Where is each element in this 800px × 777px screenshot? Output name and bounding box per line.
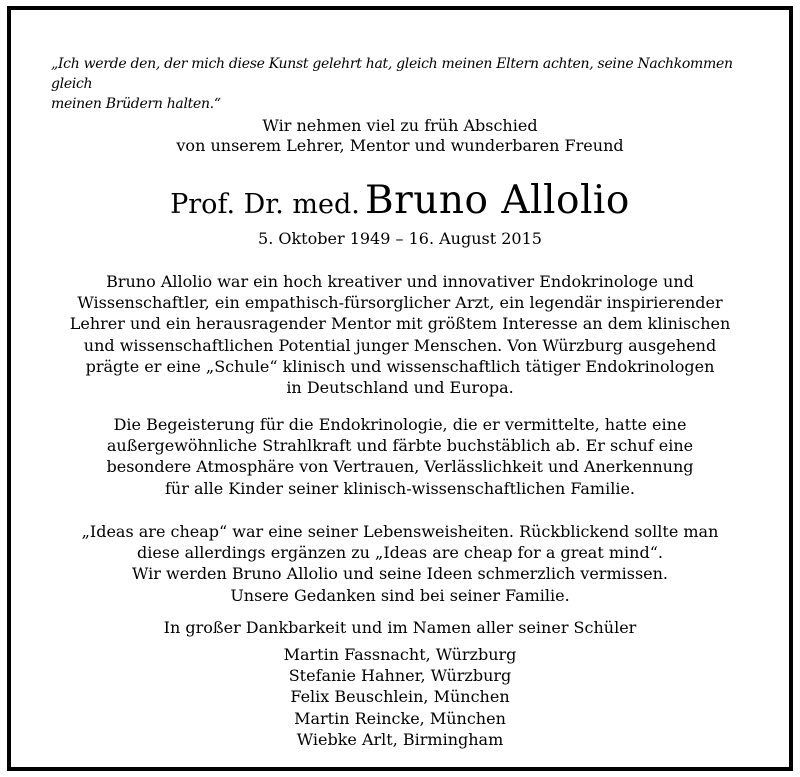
- paragraph-line: „Ideas are cheap“ war eine seiner Lebensweisheiten. Rückblickend sollte man: [81, 522, 719, 541]
- paragraph-line: Lehrer und ein herausragender Mentor mit größtem Interesse an dem klinischen: [69, 314, 731, 334]
- tribute-paragraph: [11, 521, 789, 606]
- signatory: Felix Beuschlein, München: [290, 687, 510, 707]
- life-dates: 5. Oktober 1949 – 16. August 2015: [258, 229, 542, 248]
- farewell-line: von unserem Lehrer, Mentor und wunderbaren Freund: [176, 136, 624, 155]
- farewell-text: [11, 116, 789, 156]
- motto-line: meinen Brüdern halten.“: [51, 96, 221, 112]
- paragraph-line: diese allerdings ergänzen zu „Ideas are cheap for a great mind“.: [137, 543, 663, 563]
- tribute-paragraph: [11, 414, 789, 499]
- deceased-heading: [11, 178, 789, 223]
- motto-line: „Ich werde den, der mich diese Kunst gelehrt hat, gleich meinen Eltern achten, seine Nachkommen gleich: [51, 56, 733, 92]
- signatory: Martin Fassnacht, Würzburg: [283, 645, 517, 664]
- paragraph-line: besondere Atmosphäre von Vertrauen, Verlässlichkeit und Anerkennung: [106, 457, 694, 477]
- signatory: Stefanie Hahner, Würzburg: [288, 666, 512, 686]
- academic-title: Prof. Dr. med.: [170, 189, 360, 220]
- deceased-name: Bruno Allolio: [364, 178, 630, 223]
- signatory-list: [11, 644, 789, 750]
- paragraph-line: in Deutschland und Europa.: [286, 378, 514, 398]
- paragraph-line: Wissenschaftler, ein empathisch-fürsorglicher Arzt, ein legendär inspirierender: [77, 293, 723, 313]
- motto-quote: [51, 54, 771, 114]
- obituary-notice: [7, 6, 793, 771]
- tribute-paragraph: [11, 271, 789, 398]
- farewell-line: Wir nehmen viel zu früh Abschied: [262, 116, 538, 135]
- paragraph-line: und wissenschaftlichen Potential junger Menschen. Von Würzburg ausgehend: [83, 335, 717, 355]
- thanks-line: In großer Dankbarkeit und im Namen aller seiner Schüler: [163, 618, 637, 637]
- paragraph-line: für alle Kinder seiner klinisch-wissenschaftlichen Familie.: [164, 478, 635, 498]
- paragraph-line: außergewöhnliche Strahlkraft und färbte buchstäblich ab. Er schuf eine: [106, 436, 694, 456]
- signatory: Martin Reincke, München: [294, 708, 506, 728]
- paragraph-line: Die Begeisterung für die Endokrinologie, die er vermittelte, hatte eine: [113, 415, 687, 434]
- signatory: Wiebke Arlt, Birmingham: [296, 729, 504, 749]
- paragraph-line: prägte er eine „Schule“ klinisch und wissenschaftlich tätiger Endokrinologen: [85, 356, 715, 376]
- paragraph-line: Unsere Gedanken sind bei seiner Familie.: [230, 585, 570, 605]
- paragraph-line: Wir werden Bruno Allolio und seine Ideen schmerzlich vermissen.: [131, 564, 669, 584]
- paragraph-line: Bruno Allolio war ein hoch kreativer und innovativer Endokrinologe und: [106, 272, 694, 291]
